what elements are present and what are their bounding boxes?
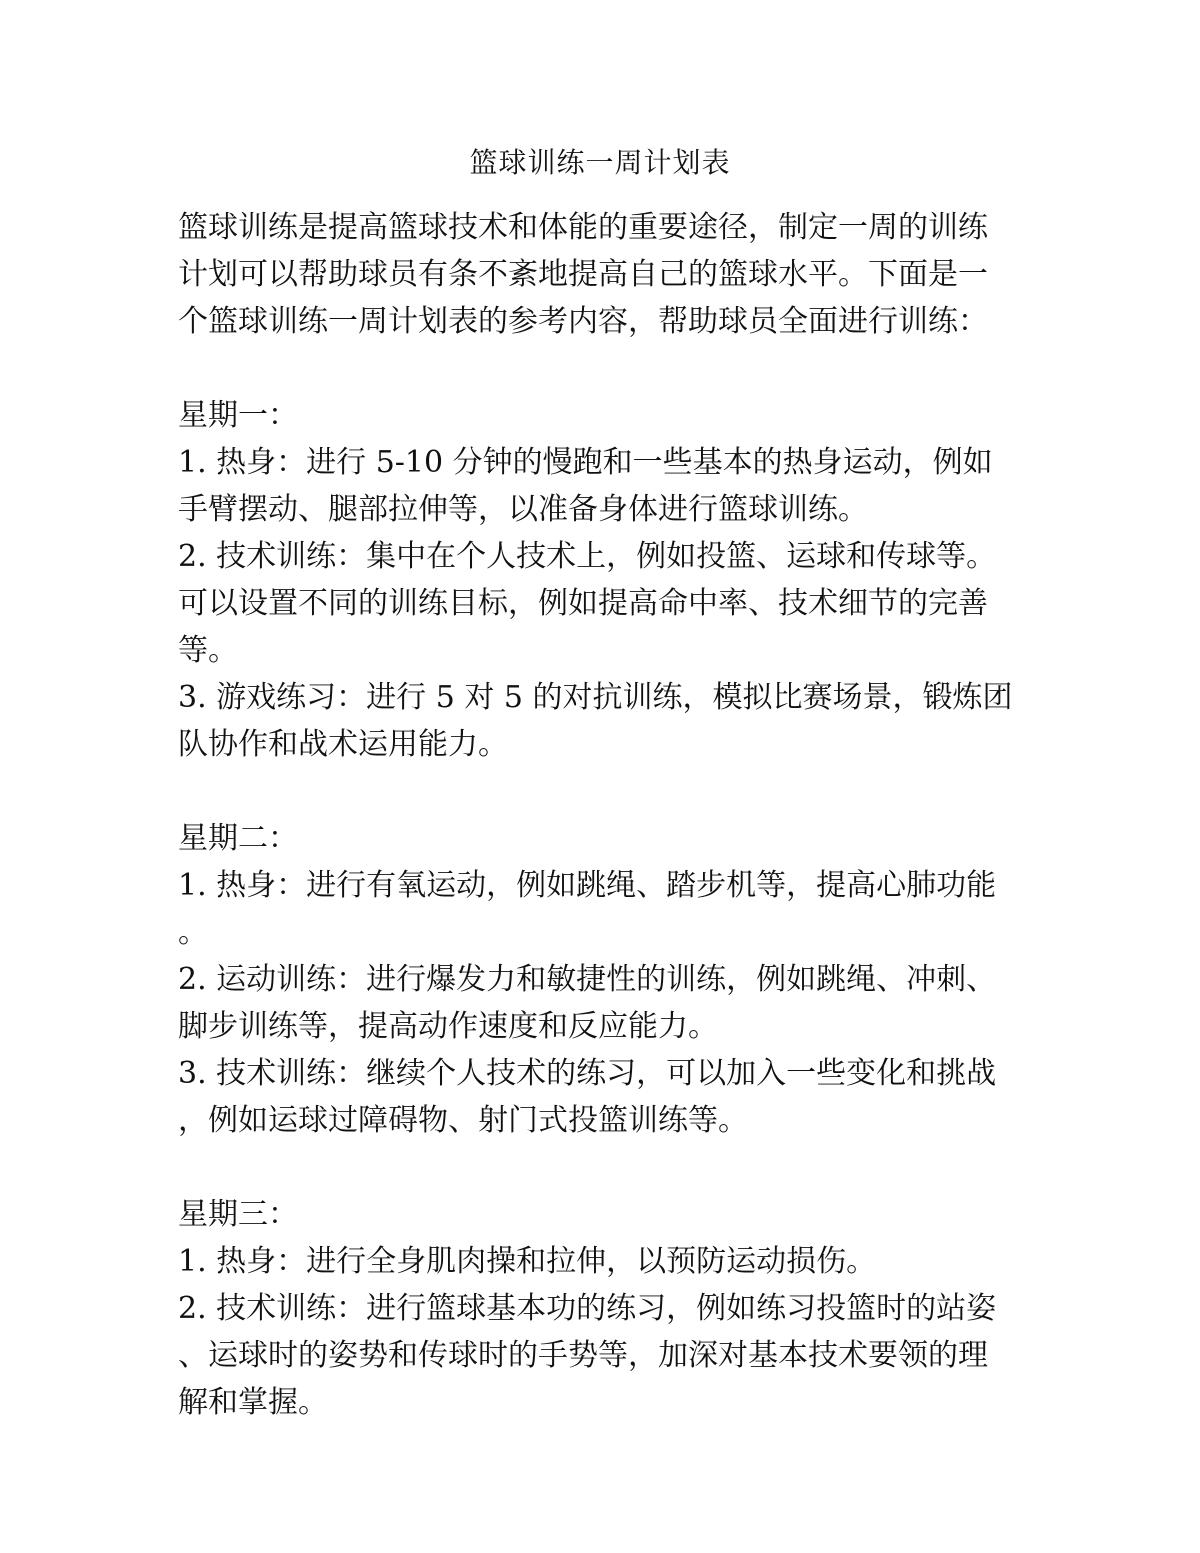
intro-line: 篮球训练是提高篮球技术和体能的重要途径，制定一周的训练 [178, 210, 988, 245]
section-line: 解和掌握。 [178, 1385, 328, 1420]
section-line: 2. 技术训练：集中在个人技术上，例如投篮、运球和传球等。 [178, 539, 997, 574]
section-line: 3. 技术训练：继续个人技术的练习，可以加入一些变化和挑战 [178, 1056, 997, 1091]
intro-line: 个篮球训练一周计划表的参考内容，帮助球员全面进行训练： [178, 304, 988, 339]
section-tuesday [178, 815, 1026, 1144]
intro-line: 计划可以帮助球员有条不紊地提高自己的篮球水平。下面是一 [178, 257, 988, 292]
intro-paragraph [178, 204, 1026, 345]
section-line: 3. 游戏练习：进行 5 对 5 的对抗训练，模拟比赛场景，锻炼团 [178, 680, 1013, 715]
paragraph-spacer [178, 345, 1026, 392]
section-heading-monday: 星期一： [178, 398, 298, 433]
paragraph-spacer [178, 768, 1026, 815]
section-line: 队协作和战术运用能力。 [178, 727, 508, 762]
section-line: 1. 热身：进行有氧运动，例如跳绳、踏步机等，提高心肺功能 [178, 868, 997, 903]
section-line: 2. 技术训练：进行篮球基本功的练习，例如练习投篮时的站姿 [178, 1291, 997, 1326]
section-line: 1. 热身：进行 5-10 分钟的慢跑和一些基本的热身运动，例如 [178, 445, 993, 480]
section-line: 、运球时的姿势和传球时的手势等，加深对基本技术要领的理 [178, 1338, 988, 1373]
section-heading-wednesday: 星期三： [178, 1197, 298, 1232]
section-line: ，例如运球过障碍物、射门式投篮训练等。 [178, 1103, 748, 1138]
section-wednesday [178, 1191, 1026, 1426]
section-line: 1. 热身：进行全身肌肉操和拉伸，以预防运动损伤。 [178, 1244, 877, 1279]
section-line: 手臂摆动、腿部拉伸等，以准备身体进行篮球训练。 [178, 492, 868, 527]
paragraph-spacer [178, 1144, 1026, 1191]
section-line: 。 [178, 915, 208, 950]
section-heading-tuesday: 星期二： [178, 821, 298, 856]
section-monday [178, 392, 1026, 768]
section-line: 等。 [178, 633, 238, 668]
document-body [178, 204, 1026, 1426]
section-line: 2. 运动训练：进行爆发力和敏捷性的训练，例如跳绳、冲刺、 [178, 962, 997, 997]
section-line: 可以设置不同的训练目标，例如提高命中率、技术细节的完善 [178, 586, 988, 621]
document-title: 篮球训练一周计划表 [469, 146, 731, 179]
section-line: 脚步训练等，提高动作速度和反应能力。 [178, 1009, 718, 1044]
